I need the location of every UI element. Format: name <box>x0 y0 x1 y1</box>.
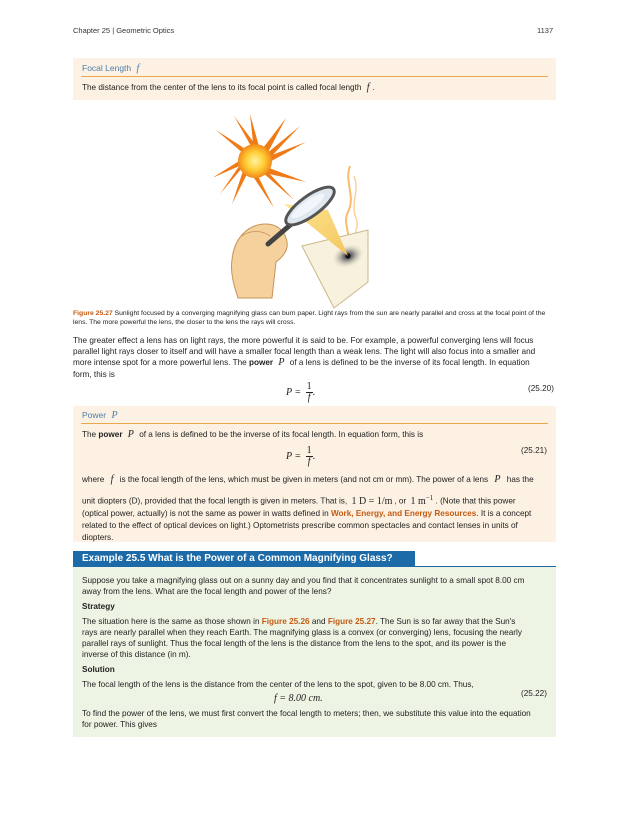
solution-heading: Solution <box>82 665 115 675</box>
focal-length-definition: The distance from the center of the lens to its focal point is called focal length f . <box>82 82 375 93</box>
focal-length-symbol: f <box>136 63 140 74</box>
focal-length-box-title: Focal Length f <box>82 63 140 74</box>
title-rule <box>81 423 548 424</box>
focal-length-box <box>73 58 556 100</box>
sun-icon <box>238 144 272 178</box>
figure-caption: Figure 25.27 Sunlight focused by a converging magnifying glass can burn paper. Light rays from the sun are nearly parallel and cross at the focal point of the lens. The more powerful the lens, the closer to the lens the rays will cross. <box>73 310 546 326</box>
equation-number: (25.22) <box>521 689 547 698</box>
magnifying-glass-illustration <box>214 112 374 312</box>
example-content: Suppose you take a magnifying glass out on a sunny day and you find that it concentrates sunlight to a small spot 8.00 cm away from the lens. What are the focal length and power of the lens? Strategy The situation here is the same as those shown in Figure 25.26 and Figure 25.27. The Sun is so far away that the Sun's rays are nearly parallel when they reach Earth. The magnifying glass is a convex (or converging) lens, focusing the nearly parallel rays of sunlight. Thus the focal length of the lens is the distance from the lens to the spot, and its power is the inverse of this distance (in m). Solution The focal length of the lens is the distance from the center of the lens to the spot, given to be 8.00 cm. Thus, <box>82 576 525 689</box>
figure-label: Figure 25.27 <box>73 310 113 317</box>
title-rule <box>81 76 548 77</box>
work-energy-link[interactable]: Work, Energy, and Energy Resources <box>330 508 477 518</box>
example-title: Example 25.5 What is the Power of a Common Magnifying Glass? <box>73 551 415 566</box>
equation-number: (25.21) <box>521 446 547 455</box>
equation-number: (25.20) <box>528 384 554 393</box>
strategy-heading: Strategy <box>82 602 115 612</box>
power-box-title: Power P <box>82 410 118 421</box>
body-paragraph: The greater effect a lens has on light rays, the more powerful it is said to be. For example, a powerful converging lens will focus parallel light rays closer to itself and will have a smaller focal length than a weak lens. The light will also focus into a smaller and more intense spot for a more powerful lens. The power P of a lens is defined to be the inverse of its focal length. In equation form, this is <box>73 336 536 379</box>
figure-25-26-link[interactable]: Figure 25.26 <box>261 616 310 626</box>
page-number: 1137 <box>537 26 554 35</box>
example-box: Suppose you take a magnifying glass out on a sunny day and you find that it concentrates sunlight to a small spot 8.00 cm away from the lens. What are the focal length and power of the lens? Strategy The situation here is the same as those shown in Figure 25.26 and Figure 25.27. The Sun is so far away that the Sun's rays are nearly parallel when they reach Earth. The magnifying glass is a convex (or converging) lens, focusing the nearly parallel rays of sunlight. Thus the focal length of the lens is the distance from the lens to the spot, and its power is the inverse of this distance (in m). Solution The focal length of the lens is the distance from the center of the lens to the spot, given to be 8.00 cm. Thus, f = 8.00 cm. (25.22) To find the power of the lens, we must first convert the focal length to meters; then, we substitute this value into the equation for power. This gives <box>73 567 556 737</box>
equation-25-22: f = 8.00 cm. <box>274 693 323 704</box>
power-box: Power P The power P of a lens is defined to be the inverse of its focal length. In equation form, this is P = $\frac{1}{f}$ . (25.21) where f is the focal length of the lens, which must be given in meters (and not cm or mm). The power of a lens P has the unit diopters (D), provided that the focal length is given in meters. That is, 1 D = 1/m , or 1 $m^{-1}$ . (Note that this power (optical power, actually) is not the same as power in watts defined in Work, Energy, and Energy Resources. It is a concept related to the effect of optical devices on light.) Optometrists prescribe common spectacles and contact lenses in units of diopters. <box>73 406 556 542</box>
equation-25-21: P = $\frac{1}{f}$ . <box>286 445 316 467</box>
chapter-header: Chapter 25 | Geometric Optics <box>73 26 175 35</box>
figure-25-27-link[interactable]: Figure 25.27 <box>327 616 376 626</box>
equation-25-20: P = $\frac{1}{f}$ . <box>286 381 316 403</box>
